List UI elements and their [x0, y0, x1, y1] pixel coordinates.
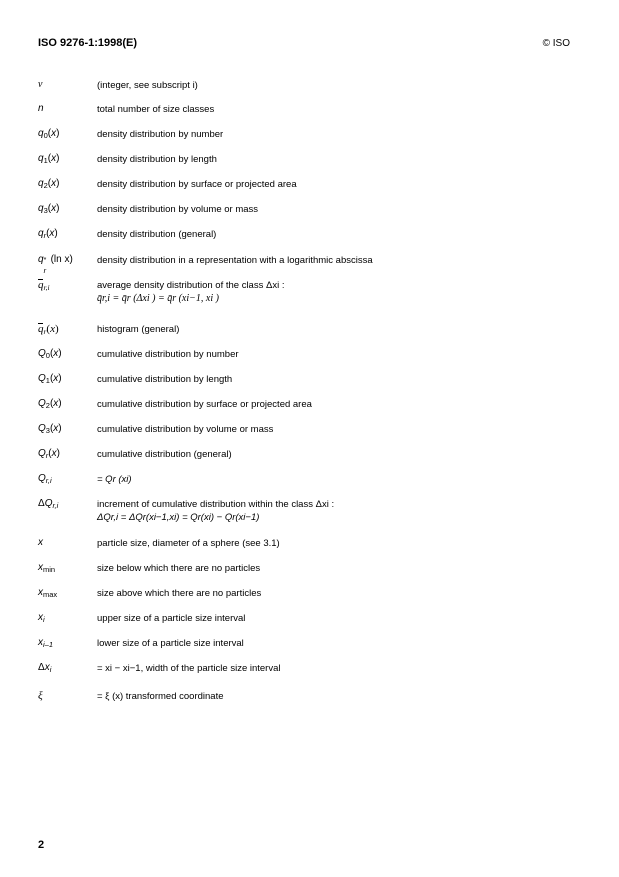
- symbol-q2: $q_2(x)$: [38, 178, 60, 190]
- definition-Q2: cumulative distribution by surface or projected area: [97, 399, 312, 410]
- symbol-q0: $q_0(x)$: [38, 128, 60, 140]
- definition-Qri: = Qr (xi): [97, 474, 132, 485]
- symbol-Q0: $Q_0(x)$: [38, 348, 62, 360]
- symbol-xi: $x_i$: [38, 612, 45, 624]
- symbol-qbar-r: $q_r(x)$: [38, 323, 59, 336]
- symbol-xmin: $x_{min}$: [38, 562, 56, 574]
- definition-Qr: cumulative distribution (general): [97, 449, 232, 460]
- definition-q2: density distribution by surface or projected area: [97, 179, 297, 190]
- formula-dQri: ΔQr,i = ΔQr(xi−1,xi) = Qr(xi) − Qr(xi−1): [97, 512, 260, 523]
- definition-Q1: cumulative distribution by length: [97, 374, 233, 385]
- symbol-q3: $q_3(x)$: [38, 203, 60, 215]
- definition-x: particle size, diameter of a sphere (see 3.1): [97, 538, 280, 549]
- symbol-Q3: $Q_3(x)$: [38, 423, 62, 435]
- definition-xmin: size below which there are no particles: [97, 563, 261, 574]
- definition-nu: (integer, see subscript i): [97, 80, 198, 91]
- symbol-Qr: $Q_r(x)$: [38, 448, 60, 460]
- copyright-notice: © ISO: [542, 38, 570, 49]
- symbol-Qri: $Q_{r,i}$: [38, 473, 52, 485]
- document-id: ISO 9276-1:1998(E): [38, 37, 138, 49]
- definition-qr: density distribution (general): [97, 229, 217, 240]
- definition-xi-greek: = ξ (x) transformed coordinate: [97, 691, 224, 702]
- definition-Q3: cumulative distribution by volume or mass: [97, 424, 274, 435]
- definition-qbar-r: histogram (general): [97, 324, 180, 335]
- definition-q3: density distribution by volume or mass: [97, 204, 259, 215]
- symbol-q1: $q_1(x)$: [38, 153, 60, 165]
- formula-qbar-ri: q̄r,i = q̄r (Δxi ) = q̄r (xi−1, xi ): [97, 293, 219, 304]
- symbol-xi-greek: ξ: [38, 690, 43, 702]
- page-number: 2: [38, 839, 45, 851]
- definition-dxi: = xi − xi−1, width of the particle size interval: [97, 663, 281, 674]
- symbol-xmax: $x_{max}$: [38, 587, 58, 599]
- symbol-dxi: $\Delta x_i$: [38, 662, 52, 674]
- definition-q1: density distribution by length: [97, 154, 217, 165]
- definition-xi-1: lower size of a particle size interval: [97, 638, 244, 649]
- definition-qbar-ri: average density distribution of the class Δxi :: [97, 280, 285, 291]
- symbol-Q1: $Q_1(x)$: [38, 373, 62, 385]
- definition-xi: upper size of a particle size interval: [97, 613, 246, 624]
- symbol-qr-star: q * r (ln x): [38, 254, 73, 275]
- definition-q0: density distribution by number: [97, 129, 224, 140]
- symbol-qbar-ri: $q_{r,i}$: [38, 279, 50, 292]
- symbol-nu: ν: [38, 79, 43, 90]
- definition-qr-star: density distribution in a representation with a logarithmic abscissa: [97, 255, 373, 266]
- symbol-x: x: [38, 537, 43, 548]
- definition-Q0: cumulative distribution by number: [97, 349, 239, 360]
- definition-dQri: increment of cumulative distribution within the class Δxi :: [97, 499, 335, 510]
- symbol-Q2: $Q_2(x)$: [38, 398, 62, 410]
- definition-xmax: size above which there are no particles: [97, 588, 262, 599]
- symbol-xi-1: $x_{i-1}$: [38, 637, 54, 649]
- symbol-n: n: [38, 103, 44, 114]
- definition-n: total number of size classes: [97, 104, 215, 115]
- symbol-qr: $q_r(x)$: [38, 228, 58, 240]
- symbol-dQri: $\Delta Q_{r,i}$: [38, 498, 59, 510]
